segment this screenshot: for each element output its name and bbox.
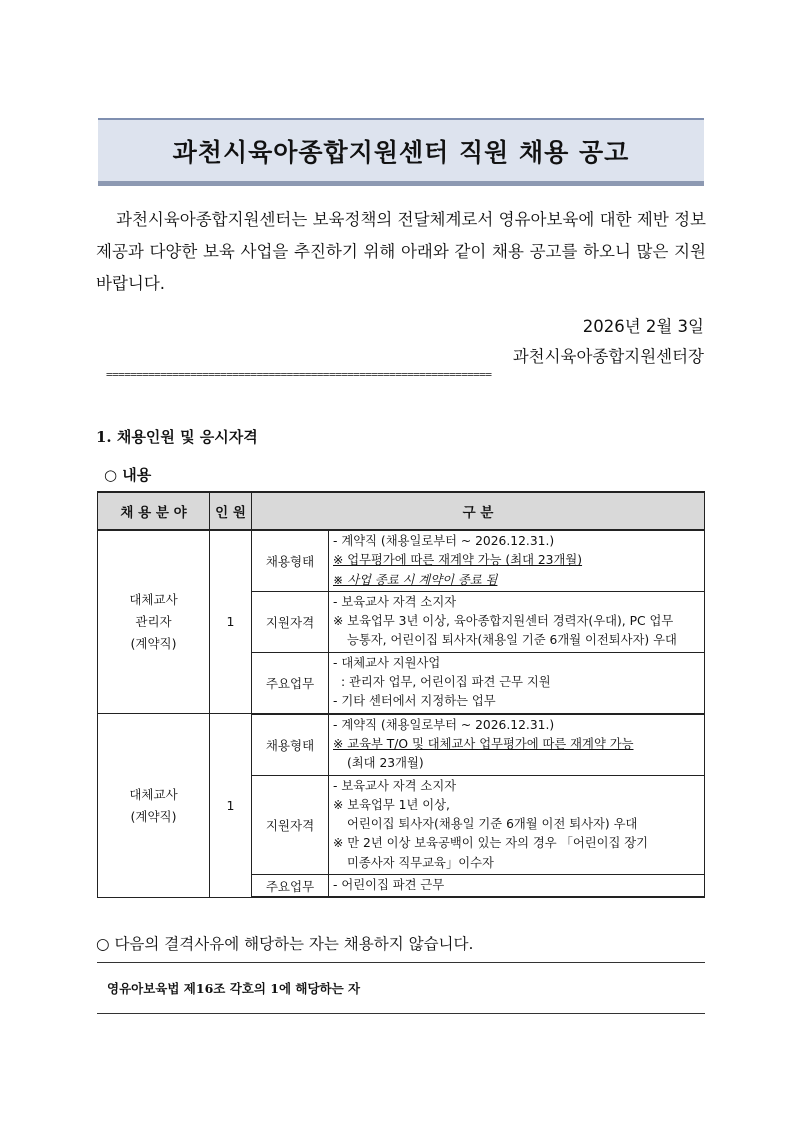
- detail-cell: - 계약직 (채용일로부터 ~ 2026.12.31.) ※ 업무평가에 따른 재계약 가능 (최대 23개월) ※ 사업 종료 시 계약이 종료 됨: [329, 530, 705, 591]
- announcement-date: 2026년 2월 3일: [582, 317, 704, 336]
- title-banner: [98, 118, 704, 186]
- header-field: 채 용 분 야: [98, 492, 210, 530]
- category-cell: 주요업무: [252, 875, 329, 898]
- intro-text: 과천시육아종합지원센터는 보육정책의 전달체계로서 영유아보육에 대한 제반 정보 제공과 다양한 보육 사업을 추진하기 위해 아래와 같이 채용 공고를 하오니 많은 지원 바랍니다.: [96, 210, 706, 293]
- detail-cell: - 보육교사 자격 소지자 ※ 보육업무 1년 이상, 어린이집 퇴사자(채용일 기준 6개월 이전 퇴사자) 우대 ※ 만 2년 이상 보육공백이 있는 자의 경우 「어린이집 장기 미종사자 직무교육」이수자: [329, 775, 705, 874]
- field-cell: 대체교사 (계약직): [98, 714, 210, 898]
- separator-line: ================================================================: [106, 368, 492, 381]
- category-cell: 지원자격: [252, 591, 329, 652]
- issuer: 과천시육아종합지원센터장: [512, 347, 704, 366]
- recruitment-table: [97, 491, 705, 898]
- category-cell: 주요업무: [252, 652, 329, 713]
- disqualification-item: 영유아보육법 제16조 각호의 1에 해당하는 자: [107, 981, 361, 996]
- disqualification-note: ○ 다음의 결격사유에 해당하는 자는 채용하지 않습니다.: [96, 935, 474, 953]
- section-heading: 1. 채용인원 및 응시자격: [96, 428, 258, 446]
- detail-cell: - 계약직 (채용일로부터 ~ 2026.12.31.) ※ 교육부 T/O 및 대체교사 업무평가에 따른 재계약 가능 (최대 23개월): [329, 714, 705, 775]
- header-detail: 구 분: [252, 492, 705, 530]
- disqualification-box: [97, 962, 705, 1014]
- table-header-row: [98, 492, 705, 530]
- category-cell: 채용형태: [252, 530, 329, 591]
- intro-paragraph: [96, 204, 706, 300]
- count-cell: 1: [210, 714, 252, 898]
- count-cell: 1: [210, 530, 252, 714]
- header-count: 인 원: [210, 492, 252, 530]
- detail-cell: - 어린이집 파견 근무: [329, 875, 705, 898]
- page-title: 과천시육아종합지원센터 직원 채용 공고: [172, 137, 630, 167]
- subsection-heading: ○ 내용: [104, 466, 152, 484]
- field-cell: 대체교사 관리자 (계약직): [98, 530, 210, 714]
- table-row: [98, 530, 705, 591]
- category-cell: 지원자격: [252, 775, 329, 874]
- table-row: [98, 714, 705, 775]
- detail-cell: - 보육교사 자격 소지자 ※ 보육업무 3년 이상, 육아종합지원센터 경력자(우대), PC 업무 능통자, 어린이집 퇴사자(채용일 기준 6개월 이전퇴사자) 우대: [329, 591, 705, 652]
- detail-cell: - 대체교사 지원사업 : 관리자 업무, 어린이집 파견 근무 지원 - 기타 센터에서 지정하는 업무: [329, 652, 705, 713]
- category-cell: 채용형태: [252, 714, 329, 775]
